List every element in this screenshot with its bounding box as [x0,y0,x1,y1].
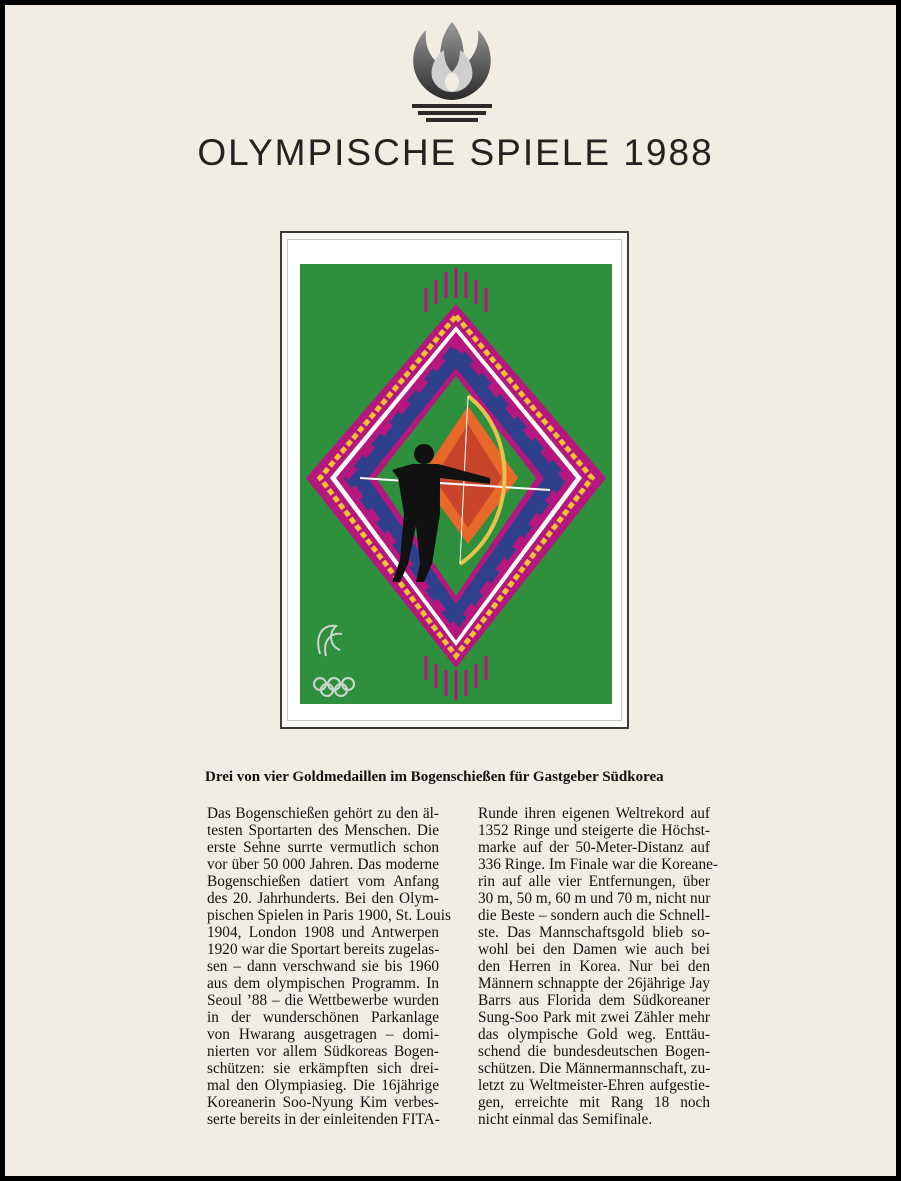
text-line: ste. Das Mannschaftsgold blieb so- [478,924,710,941]
text-line: Koreanerin Soo-Nyung Kim verbes- [207,1094,439,1111]
text-line: sen – dann verschwand sie bis 1960 [207,958,439,975]
text-line: erste Sehne surrte vermutlich schon [207,839,439,856]
text-line: die Beste – sondern auch die Schnell- [478,907,710,924]
text-line: Seoul ’88 – die Wettbewerbe wurden [207,992,439,1009]
text-line: Männern schnappte der 26jährige Jay [478,975,710,992]
text-line: 336 Ringe. Im Finale war die Koreane- [478,856,718,873]
text-line: aus dem olympischen Programm. In [207,975,439,992]
text-line: rin auf alle vier Entfernungen, über [478,873,710,890]
text-line: schend die bundesdeutschen Bogen- [478,1043,710,1060]
text-line: Barrs aus Florida dem Südkoreaner [478,992,710,1009]
text-line: vor über 50 000 Jahren. Das moderne [207,856,439,873]
text-line: das olympische Gold weg. Enttäu- [478,1026,710,1043]
article-column-right [478,805,718,1128]
text-line: 1352 Ringe und steigerte die Höchst- [478,822,710,839]
text-line: letzt zu Weltmeister-Ehren aufgestie- [478,1077,710,1094]
text-line: nicht einmal das Semifinale. [478,1111,653,1128]
text-line: in der wunderschönen Parkanlage [207,1009,439,1026]
text-line: des 20. Jahrhunderts. Bei den Olym- [207,890,439,907]
text-line: Sung-Soo Park mit zwei Zähler mehr [478,1009,710,1026]
article-column-left [207,805,451,1128]
text-line: Das Bogenschießen gehört zu den äl- [207,805,439,822]
text-line: schützen: sie erkämpften sich drei- [207,1060,439,1077]
text-line: 1904, London 1908 und Antwerpen [207,924,439,941]
text-line: serte bereits in der einleitenden FITA- [207,1111,440,1128]
olympic-flame-emblem [402,20,502,130]
text-line: den Herren in Korea. Nur bei den [478,958,710,975]
archery-stamp-sheet [300,264,612,704]
text-line: testen Sportarten des Menschen. Die [207,822,439,839]
text-line: Runde ihren eigenen Weltrekord auf [478,805,710,822]
text-line: Bogenschießen datiert vom Anfang [207,873,439,890]
text-line: schützen. Die Männermannschaft, zu- [478,1060,711,1077]
text-line: marke auf der 50-Meter-Distanz auf [478,839,710,856]
text-line: 1920 war die Sportart bereits zugelas- [207,941,440,958]
text-line: wohl bei den Damen wie auch bei [478,941,710,958]
page-title: OLYMPISCHE SPIELE 1988 [197,132,714,173]
text-line: pischen Spielen in Paris 1900, St. Louis [207,907,451,924]
text-line: gen, erreichte mit Rang 18 noch [478,1094,710,1111]
text-line: von Hwarang ausgetragen – domi- [207,1026,439,1043]
article-heading: Drei von vier Goldmedaillen im Bogenschießen für Gastgeber Südkorea [205,769,664,785]
text-line: mal den Olympiasieg. Die 16jährige [207,1077,439,1094]
text-line: 30 m, 50 m, 60 m und 70 m, nicht nur [478,890,711,907]
text-line: nierten vor allem Südkoreas Bogen- [207,1043,439,1060]
